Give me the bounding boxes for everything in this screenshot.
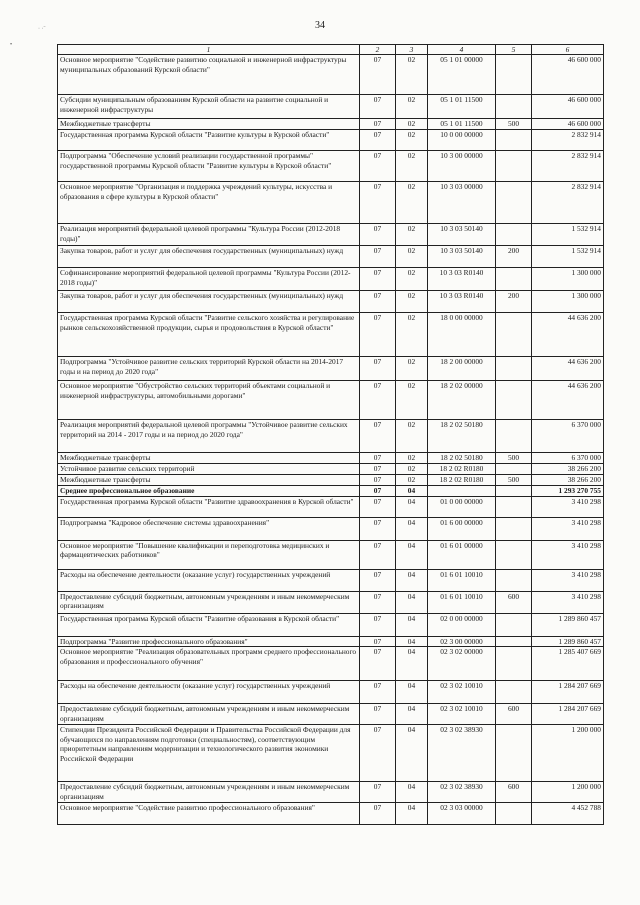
row-amount: 3 410 298 (532, 569, 604, 591)
row-name: Основное мероприятие "Содействие развитию профессионального образования" (58, 803, 360, 825)
row-target-code: 18 2 02 00000 (428, 381, 496, 420)
table-row (58, 268, 604, 291)
row-amount: 2 832 914 (532, 182, 604, 224)
row-section: 07 (360, 464, 396, 475)
row-subsection: 02 (396, 55, 428, 95)
row-section: 07 (360, 496, 396, 517)
table-row (58, 591, 604, 613)
row-target-code: 18 2 00 00000 (428, 357, 496, 381)
row-target-code: 05 1 01 11500 (428, 95, 496, 119)
row-subsection: 02 (396, 151, 428, 182)
table-row (58, 475, 604, 486)
table-row (58, 517, 604, 540)
row-target-code: 02 3 02 10010 (428, 704, 496, 725)
row-subsection: 02 (396, 291, 428, 313)
row-subsection: 02 (396, 464, 428, 475)
table-row (58, 313, 604, 357)
row-target-code: 10 0 00 00000 (428, 130, 496, 151)
row-subsection: 02 (396, 420, 428, 453)
row-amount: 1 284 207 669 (532, 681, 604, 704)
table-row (58, 782, 604, 803)
row-name: Расходы на обеспечение деятельности (оказание услуг) государственных учреждений (58, 569, 360, 591)
table-row (58, 246, 604, 268)
row-name: Основное мероприятие "Повышение квалификации и переподготовка медицинских и фармацевтических работников" (58, 540, 360, 569)
row-name: Реализация мероприятий федеральной целевой программы "Культура России (2012-2018 годы)" (58, 224, 360, 246)
row-name: Предоставление субсидий бюджетным, автономным учреждениям и иным некоммерческим организациям (58, 704, 360, 725)
row-expense-type: 500 (496, 453, 532, 464)
row-name: Государственная программа Курской области "Развитие здравоохранения в Курской области" (58, 496, 360, 517)
row-subsection: 04 (396, 647, 428, 681)
row-amount: 1 293 270 755 (532, 486, 604, 497)
row-expense-type (496, 636, 532, 647)
row-section: 07 (360, 313, 396, 357)
header-cell: 6 (532, 45, 604, 55)
row-target-code: 18 2 02 R0180 (428, 475, 496, 486)
row-target-code: 05 1 01 11500 (428, 119, 496, 130)
table-row (58, 540, 604, 569)
table-row (58, 569, 604, 591)
row-target-code: 18 2 02 50180 (428, 453, 496, 464)
row-expense-type: 600 (496, 704, 532, 725)
row-section: 07 (360, 246, 396, 268)
row-amount: 1 289 860 457 (532, 636, 604, 647)
table-row (58, 224, 604, 246)
row-target-code: 10 3 03 R0140 (428, 291, 496, 313)
row-expense-type (496, 182, 532, 224)
row-section: 07 (360, 119, 396, 130)
row-expense-type: 200 (496, 291, 532, 313)
row-amount: 1 200 000 (532, 725, 604, 782)
row-section: 07 (360, 782, 396, 803)
table-row (58, 119, 604, 130)
row-expense-type (496, 357, 532, 381)
row-expense-type: 600 (496, 591, 532, 613)
row-amount: 1 300 000 (532, 268, 604, 291)
row-name: Стипендии Президента Российской Федерации и Правительства Российской Федерации для обучающихся по направлениям подготовки (специальностям), соответствующим приоритетным направлениям модернизации и технологического развития экономики Российской Федерации (58, 725, 360, 782)
row-section: 07 (360, 704, 396, 725)
row-amount: 46 600 000 (532, 119, 604, 130)
row-subsection: 04 (396, 613, 428, 636)
table-row (58, 464, 604, 475)
row-expense-type (496, 313, 532, 357)
row-section: 07 (360, 357, 396, 381)
row-target-code: 02 0 00 00000 (428, 613, 496, 636)
row-subsection: 02 (396, 453, 428, 464)
row-subsection: 04 (396, 569, 428, 591)
row-target-code: 18 0 00 00000 (428, 313, 496, 357)
row-target-code: 02 3 02 00000 (428, 647, 496, 681)
row-expense-type (496, 647, 532, 681)
table-row (58, 803, 604, 825)
table-row (58, 681, 604, 704)
row-expense-type (496, 613, 532, 636)
row-target-code: 10 3 03 R0140 (428, 268, 496, 291)
row-section: 07 (360, 540, 396, 569)
row-section: 07 (360, 420, 396, 453)
row-name: Закупка товаров, работ и услуг для обеспечения государственных (муниципальных) нужд (58, 246, 360, 268)
row-target-code: 02 3 02 38930 (428, 725, 496, 782)
row-section: 07 (360, 453, 396, 464)
row-amount: 1 532 914 (532, 246, 604, 268)
row-target-code: 10 3 03 00000 (428, 182, 496, 224)
row-name: Реализация мероприятий федеральной целевой программы "Устойчивое развитие сельских территорий на 2014 - 2017 годы и на период до 2020 года" (58, 420, 360, 453)
page-number: 34 (315, 20, 325, 31)
row-expense-type (496, 381, 532, 420)
row-section: 07 (360, 224, 396, 246)
row-name: Основное мероприятие "Организация и поддержка учреждений культуры, искусства и образования в сфере культуры в Курской области" (58, 182, 360, 224)
row-subsection: 04 (396, 782, 428, 803)
row-amount: 2 832 914 (532, 130, 604, 151)
row-subsection: 02 (396, 475, 428, 486)
row-expense-type: 500 (496, 119, 532, 130)
header-cell: 3 (396, 45, 428, 55)
row-expense-type (496, 496, 532, 517)
row-name: Основное мероприятие "Содействие развитию социальной и инженерной инфраструктуры муниципальных образований Курской области" (58, 55, 360, 95)
row-target-code: 05 1 01 00000 (428, 55, 496, 95)
row-subsection: 04 (396, 725, 428, 782)
row-expense-type: 500 (496, 475, 532, 486)
row-expense-type (496, 540, 532, 569)
row-section: 07 (360, 517, 396, 540)
row-amount: 1 200 000 (532, 782, 604, 803)
row-name: Межбюджетные трансферты (58, 453, 360, 464)
row-section: 07 (360, 291, 396, 313)
table-row (58, 453, 604, 464)
row-amount: 44 636 200 (532, 357, 604, 381)
row-subsection: 02 (396, 246, 428, 268)
row-section: 07 (360, 636, 396, 647)
row-subsection: 04 (396, 486, 428, 497)
table-row (58, 725, 604, 782)
row-section: 07 (360, 725, 396, 782)
row-name: Закупка товаров, работ и услуг для обеспечения государственных (муниципальных) нужд (58, 291, 360, 313)
row-target-code: 18 2 02 50180 (428, 420, 496, 453)
row-amount: 1 285 407 669 (532, 647, 604, 681)
row-expense-type (496, 464, 532, 475)
row-section: 07 (360, 569, 396, 591)
row-name: Основное мероприятие "Обустройство сельских территорий объектами социальной и инженерной инфраструктуры, автомобильными дорогами" (58, 381, 360, 420)
row-amount: 1 284 207 669 (532, 704, 604, 725)
row-name: Межбюджетные трансферты (58, 119, 360, 130)
row-subsection: 04 (396, 681, 428, 704)
row-amount: 38 266 200 (532, 475, 604, 486)
row-amount: 2 832 914 (532, 151, 604, 182)
row-expense-type (496, 55, 532, 95)
row-amount: 6 370 000 (532, 420, 604, 453)
row-amount: 3 410 298 (532, 517, 604, 540)
table-row (58, 55, 604, 95)
row-section: 07 (360, 55, 396, 95)
row-expense-type (496, 130, 532, 151)
row-amount: 46 600 000 (532, 95, 604, 119)
table-row (58, 486, 604, 497)
row-expense-type (496, 681, 532, 704)
row-name: Софинансирование мероприятий федеральной целевой программы "Культура России (2012-2018 годы)" (58, 268, 360, 291)
row-section: 07 (360, 803, 396, 825)
row-amount: 38 266 200 (532, 464, 604, 475)
row-name: Основное мероприятие "Реализация образовательных программ среднего профессионального образования и профессионального обучения" (58, 647, 360, 681)
row-amount: 3 410 298 (532, 496, 604, 517)
row-target-code: 01 6 01 10010 (428, 591, 496, 613)
row-subsection: 04 (396, 517, 428, 540)
row-subsection: 04 (396, 496, 428, 517)
row-subsection: 04 (396, 704, 428, 725)
row-amount: 46 600 000 (532, 55, 604, 95)
row-name: Подпрограмма "Развитие профессионального образования" (58, 636, 360, 647)
row-subsection: 02 (396, 313, 428, 357)
row-amount: 1 289 860 457 (532, 613, 604, 636)
table-row (58, 420, 604, 453)
row-name: Подпрограмма "Кадровое обеспечение системы здравоохранения" (58, 517, 360, 540)
header-cell: 1 (58, 45, 360, 55)
row-name: Расходы на обеспечение деятельности (оказание услуг) государственных учреждений (58, 681, 360, 704)
row-expense-type (496, 151, 532, 182)
row-section: 07 (360, 268, 396, 291)
row-section: 07 (360, 182, 396, 224)
row-name: Государственная программа Курской области "Развитие образования в Курской области" (58, 613, 360, 636)
row-subsection: 02 (396, 119, 428, 130)
row-section: 07 (360, 681, 396, 704)
row-name: Субсидии муниципальным образованиям Курской области на развитие социальной и инженерной инфраструктуры (58, 95, 360, 119)
table-header-row (58, 45, 604, 55)
row-expense-type (496, 420, 532, 453)
row-subsection: 02 (396, 357, 428, 381)
row-subsection: 04 (396, 803, 428, 825)
row-target-code: 01 0 00 00000 (428, 496, 496, 517)
row-amount: 1 300 000 (532, 291, 604, 313)
row-section: 07 (360, 591, 396, 613)
row-amount: 1 532 914 (532, 224, 604, 246)
row-section: 07 (360, 151, 396, 182)
row-name: Государственная программа Курской области "Развитие сельского хозяйства и регулирование рынков сельскохозяйственной продукции, сырья и продовольствия в Курской области" (58, 313, 360, 357)
table-row (58, 381, 604, 420)
table-row (58, 151, 604, 182)
table-row (58, 704, 604, 725)
header-cell: 5 (496, 45, 532, 55)
row-target-code: 10 3 03 50140 (428, 224, 496, 246)
row-target-code: 02 3 03 00000 (428, 803, 496, 825)
row-name: Устойчивое развитие сельских территорий (58, 464, 360, 475)
row-expense-type: 200 (496, 246, 532, 268)
row-name: Государственная программа Курской области "Развитие культуры в Курской области" (58, 130, 360, 151)
row-expense-type (496, 725, 532, 782)
row-name: Среднее профессиональное образование (58, 486, 360, 497)
row-target-code: 02 3 02 38930 (428, 782, 496, 803)
row-subsection: 02 (396, 381, 428, 420)
row-expense-type (496, 224, 532, 246)
row-amount: 3 410 298 (532, 591, 604, 613)
row-expense-type (496, 517, 532, 540)
row-section: 07 (360, 130, 396, 151)
row-target-code: 10 3 03 50140 (428, 246, 496, 268)
row-target-code: 02 3 02 10010 (428, 681, 496, 704)
row-amount: 44 636 200 (532, 381, 604, 420)
row-target-code: 01 6 00 00000 (428, 517, 496, 540)
table-row (58, 291, 604, 313)
row-section: 07 (360, 647, 396, 681)
table-row (58, 647, 604, 681)
row-subsection: 02 (396, 130, 428, 151)
scan-speck: · ·ˉ (38, 26, 46, 32)
row-subsection: 04 (396, 636, 428, 647)
row-expense-type (496, 803, 532, 825)
table-row (58, 357, 604, 381)
row-subsection: 04 (396, 540, 428, 569)
row-target-code (428, 486, 496, 497)
row-subsection: 02 (396, 268, 428, 291)
row-name: Межбюджетные трансферты (58, 475, 360, 486)
row-amount: 3 410 298 (532, 540, 604, 569)
table-row (58, 130, 604, 151)
row-target-code: 10 3 00 00000 (428, 151, 496, 182)
budget-table (57, 44, 604, 825)
row-name: Подпрограмма "Обеспечение условий реализации государственной программы" государственной программы Курской области "Развитие культуры в Курской области" (58, 151, 360, 182)
row-subsection: 02 (396, 224, 428, 246)
row-name: Предоставление субсидий бюджетным, автономным учреждениям и иным некоммерческим организациям (58, 591, 360, 613)
row-expense-type (496, 268, 532, 291)
table-row (58, 613, 604, 636)
row-amount: 4 452 788 (532, 803, 604, 825)
table-row (58, 636, 604, 647)
row-target-code: 18 2 02 R0180 (428, 464, 496, 475)
row-target-code: 01 6 01 10010 (428, 569, 496, 591)
row-subsection: 04 (396, 591, 428, 613)
header-cell: 2 (360, 45, 396, 55)
row-name: Подпрограмма "Устойчивое развитие сельских территорий Курской области на 2014-2017 годы и на период до 2020 года" (58, 357, 360, 381)
row-amount: 44 636 200 (532, 313, 604, 357)
row-target-code: 01 6 01 00000 (428, 540, 496, 569)
table-row (58, 496, 604, 517)
row-subsection: 02 (396, 95, 428, 119)
row-section: 07 (360, 381, 396, 420)
header-cell: 4 (428, 45, 496, 55)
row-expense-type (496, 95, 532, 119)
scan-speck: • (10, 42, 13, 48)
row-subsection: 02 (396, 182, 428, 224)
row-expense-type: 600 (496, 782, 532, 803)
row-expense-type (496, 569, 532, 591)
row-target-code: 02 3 00 00000 (428, 636, 496, 647)
row-section: 07 (360, 613, 396, 636)
row-name: Предоставление субсидий бюджетным, автономным учреждениям и иным некоммерческим организациям (58, 782, 360, 803)
table-row (58, 95, 604, 119)
row-expense-type (496, 486, 532, 497)
row-section: 07 (360, 486, 396, 497)
row-section: 07 (360, 475, 396, 486)
table-row (58, 182, 604, 224)
row-amount: 6 370 000 (532, 453, 604, 464)
row-section: 07 (360, 95, 396, 119)
